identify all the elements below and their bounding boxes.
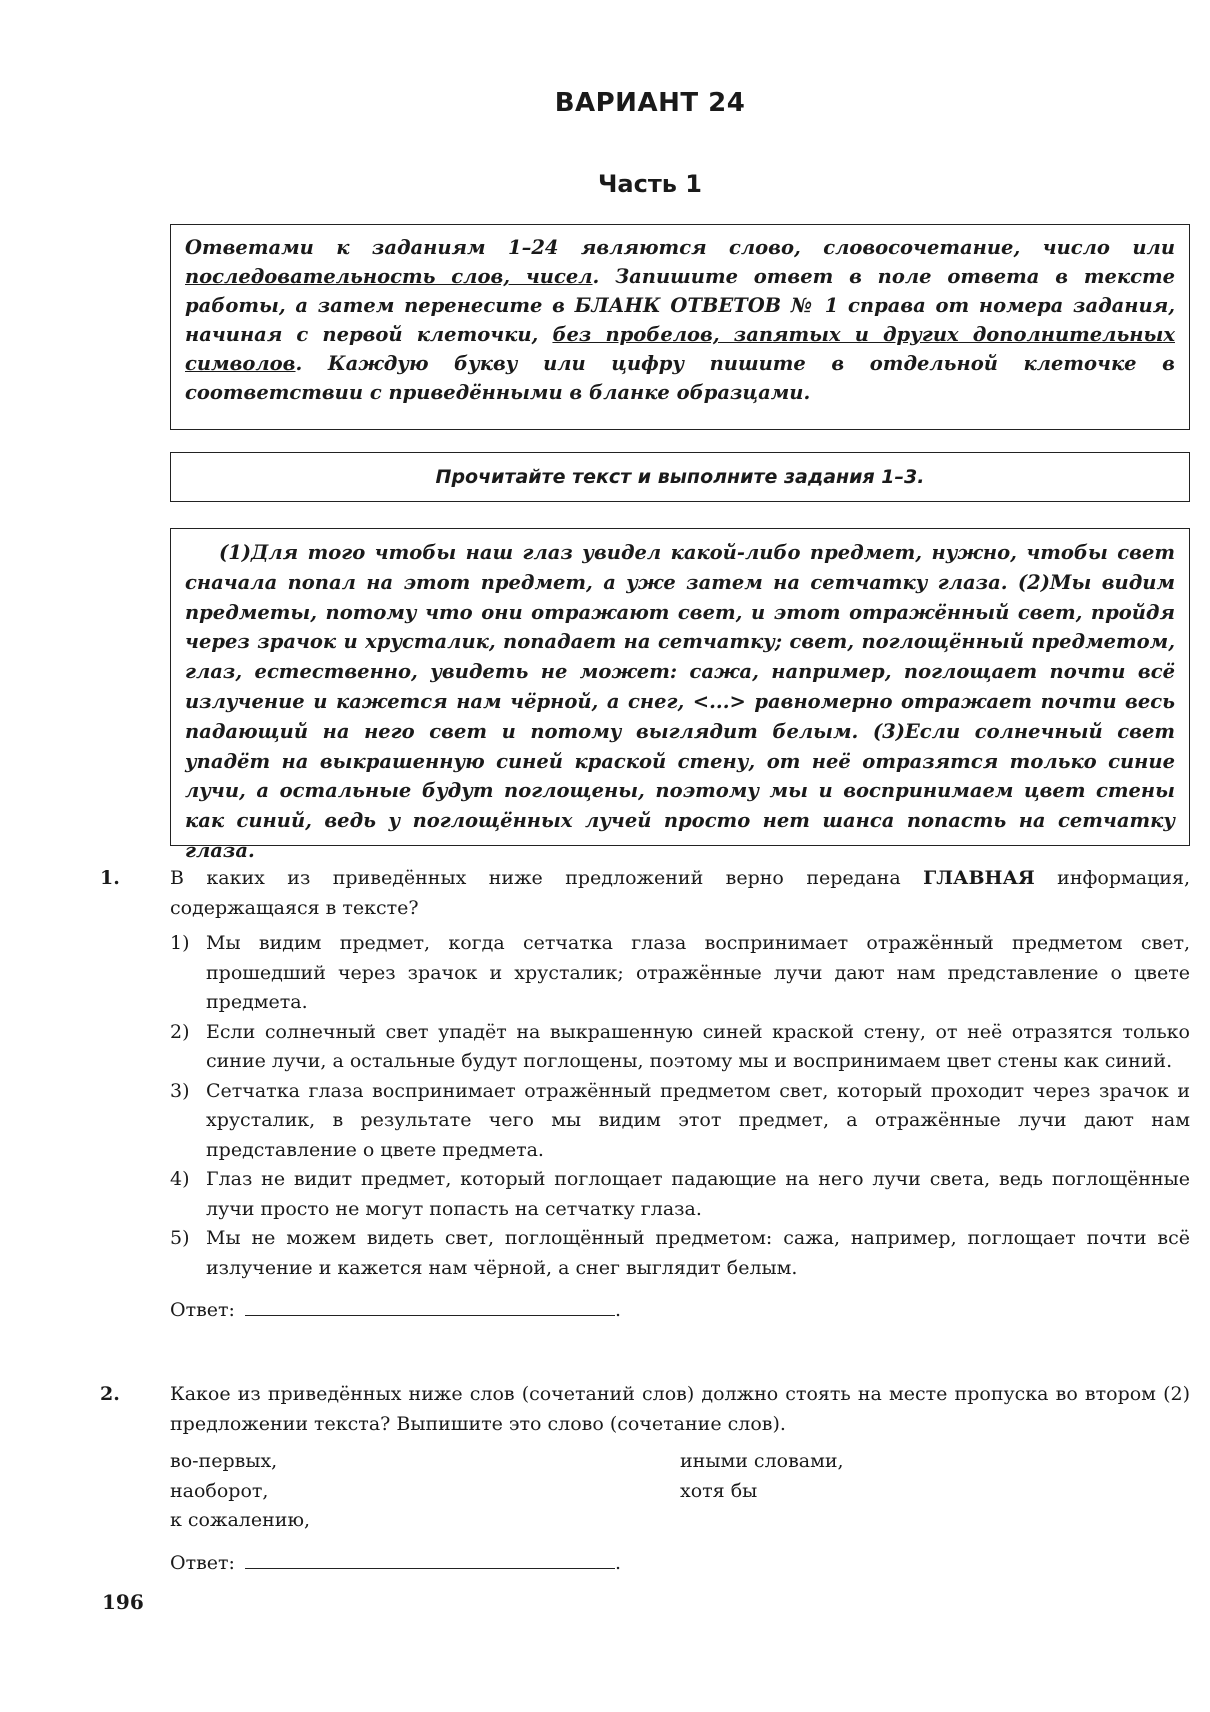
task-2-answer (170, 1548, 1190, 1579)
word-column-right (680, 1447, 1190, 1536)
option-number: 5) (170, 1227, 190, 1249)
instructions-text-1: Ответами к заданиям 1–24 являются слово, словосочетание, число или (185, 236, 1175, 259)
task-2-question: Какое из приведённых ниже слов (сочетаний слов) должно стоять на месте пропуска во втором (2) предложении текста? Выпишите это слово (сочетание слов). (170, 1383, 1190, 1435)
read-prompt-box (170, 452, 1190, 502)
instructions-underline-1: последовательность слов, чисел (185, 265, 593, 288)
instructions-box (170, 224, 1190, 430)
option-item (170, 1077, 1190, 1166)
task-1-question-emphasis: ГЛАВНАЯ (923, 867, 1035, 889)
task-1-number: 1. (100, 867, 120, 889)
word-column-left (170, 1447, 680, 1536)
word-option: иными словами, (680, 1450, 844, 1472)
read-prompt: Прочитайте текст и выполните задания 1–3. (435, 466, 925, 488)
task-1-question-part: информация, содержащаяся в тексте? (170, 867, 1190, 919)
answer-line[interactable] (245, 1548, 615, 1569)
task-1-options (170, 929, 1190, 1283)
page-number: 196 (102, 1590, 144, 1614)
option-number: 4) (170, 1168, 190, 1190)
option-item (170, 1165, 1190, 1224)
option-text: Мы видим предмет, когда сетчатка глаза воспринимает отражённый предметом свет, прошедший через зрачок и хрусталик; отражённые лучи дают нам представление о цвете предмета. (206, 932, 1190, 1013)
word-option: наоборот, (170, 1479, 269, 1502)
word-option: во-первых, (170, 1450, 278, 1472)
word-option: к сожалению, (170, 1509, 311, 1531)
answer-label: Ответ: (170, 1299, 235, 1321)
passage-text: (1)Для того чтобы наш глаз увидел какой-либо предмет, нужно, чтобы свет сначала попал на этот предмет, а уже затем на сетчатку глаза. (2)Мы видим предметы, потому что они отражают свет, и этот отражённый свет, пройдя через зрачок и хрусталик, попадает на сетчатку; свет, поглощённый предметом, глаз, естественно, увидеть не может: сажа, например, поглощает почти всё излучение и кажется нам чёрной, а снег, <...> равномерно отражает почти весь падающий на него свет и потому выглядит белым. (3)Если солнечный свет упадёт на выкрашенную синей краской стену, от неё отразятся только синие лучи, а остальные будут поглощены, поэтому мы и воспринимаем цвет стены как синий, ведь у поглощённых лучей просто нет шанса попасть на сетчатку глаза. (185, 541, 1175, 862)
task-1 (100, 864, 1190, 1326)
option-item (170, 1018, 1190, 1077)
answer-line[interactable] (245, 1295, 615, 1316)
instructions-text-3: . Каждую букву или цифру пишите в отдельной клеточке в соответствии с приведёнными в бланке образцами. (185, 352, 1175, 404)
option-text: Если солнечный свет упадёт на выкрашенную синей краской стену, от неё отразятся только синие лучи, а остальные будут поглощены, поэтому мы и воспринимаем цвет стены как синий. (206, 1020, 1190, 1072)
task-2 (100, 1380, 1190, 1578)
option-item (170, 1224, 1190, 1283)
answer-period: . (614, 1551, 621, 1574)
task-2-number: 2. (100, 1383, 120, 1405)
option-number: 2) (170, 1020, 190, 1043)
answer-label: Ответ: (170, 1551, 235, 1574)
option-number: 1) (170, 932, 190, 954)
option-item (170, 929, 1190, 1018)
variant-title: ВАРИАНТ 24 (554, 88, 746, 118)
answer-period: . (614, 1299, 621, 1321)
task-2-word-options (170, 1447, 1190, 1536)
task-1-question-part: В каких из приведённых ниже предложений верно передана (170, 867, 924, 889)
passage-box (170, 528, 1190, 862)
instructions-underline-2: без пробелов, запятых и других дополнительных символов (185, 323, 1175, 375)
instructions-text-2: . Запишите ответ в поле ответа в тексте работы, а затем перенесите в БЛАНК ОТВЕТОВ № 1 справа от номера задания, начиная с первой клеточки, (185, 265, 1175, 346)
word-option: хотя бы (680, 1479, 758, 1502)
task-1-answer (170, 1295, 1190, 1326)
part-title: Часть 1 (598, 170, 702, 198)
option-text: Сетчатка глаза воспринимает отражённый предметом свет, который проходит через зрачок и хрусталик, в результате чего мы видим этот предмет, а отражённые лучи дают нам представление о цвете предмета. (206, 1079, 1190, 1161)
task-1-question (170, 864, 1190, 923)
option-text: Глаз не видит предмет, который поглощает падающие на него лучи света, ведь поглощённые лучи просто не могут попасть на сетчатку глаза. (206, 1168, 1190, 1220)
option-number: 3) (170, 1079, 190, 1102)
option-text: Мы не можем видеть свет, поглощённый предметом: сажа, например, поглощает почти всё излучение и кажется нам чёрной, а снег выглядит белым. (206, 1227, 1190, 1279)
